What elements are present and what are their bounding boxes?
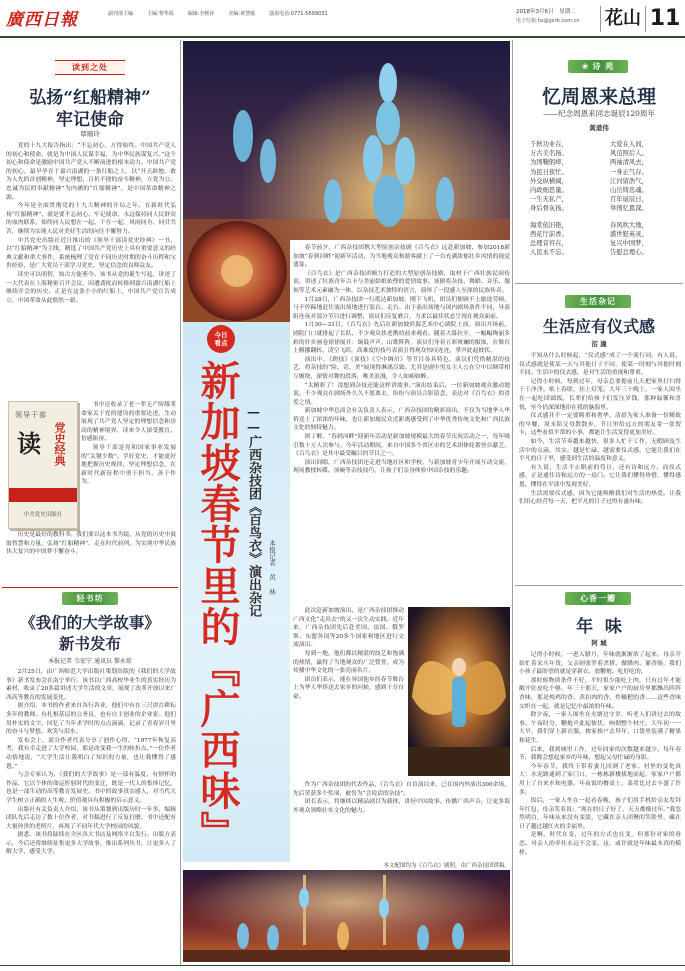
performer-figure [436,177,454,221]
paragraph: 团员们表示，能在异国他乡的春节舞台上为华人华侨送去家乡的问候，感到十分自豪。 [293,676,404,700]
paragraph: 2月25日，由广西师范大学出版社策划出版的《我们的大学故事》新书发布会在南宁举行。该书以广西高校毕业生的真实经历为素材，收录了20多篇讲述大学生活的文章，展现了改革开放以来广西高等教育的发展变化。 [6,669,176,701]
paragraph: 与会专家认为，《我们的大学故事》是一部有温度、有情怀的作品，它以个体的命运折射时代的变迁，既是一代人的集体记忆，也是一部生动的高等教育发展史。书中的故事真实感人，对当代大学生树立正确的人生观、价值观具有积极的启示意义。 [6,772,176,804]
masthead [0,0,685,38]
paragraph: 是啊，时代在变，过年的方式也在变，但那份对家的眷恋、对亲人的牵挂永远不会变。这，或许就是年味最本真的模样。 [519,832,681,856]
paragraph: 新加坡中华总商会有关负责人表示，广西杂技团的精彩演出，不仅为当地华人华侨送上了浓浓的年味，也让新加坡民众近距离感受到了中华优秀传统文化和广西民族文化的独特魅力。 [293,408,510,432]
paragraph: 演出中，《蹬技》《顶技》《空中绸吊》等节目各具特色，演员们凭借精湛的技艺，将杂技的“险、奇、美”展现得淋漓尽致。尤其是剧中男女主人公在空中以绸带相互缠绕、深情对舞的段落，唯美浪漫，令人如痴如醉。 [293,356,510,380]
badge-text-line1: 今日 [214,331,228,339]
article-title-line2: 牢记使命 [56,110,124,130]
today-highlight-badge [207,325,235,353]
paragraph: 此次赴新加坡演出，是广西杂技团推动广西文化“走出去”的又一次生动实践。近年来，广西杂技团先后赴美国、法国、俄罗斯、东盟各国等20多个国家和地区进行交流演出。 [293,608,404,649]
paragraph: 饭后，一家人坐在一起看春晚，孩子们用手机给亲友发拜年红包。母亲笑着说：“现在的日子好了，天天都像过年。”我忽然明白，年味从来没有变淡，它藏在亲人团聚的笑脸里，藏在日子越过越红火的幸福里。 [519,798,681,830]
paragraph: 1月28日，广西杂技团一行抵达新加坡。刚下飞机，团员们便顾不上旅途劳顿，马不停蹄地赶往演出场地进行装台、走台。由于演出场地与国内剧场条件不同，导演组连夜对部分节目进行调整，演员们反复磨合，力求以最佳状态呈现在观众面前。 [293,296,510,320]
paragraph: 中共党史出版社近日推出的《领导干部读党史经典》一书，以“红船精神”为主线，精选了中国共产党历史上具有重要意义的经典文献和重大事件，系统梳理了党在不同历史时期的奋斗历程和宝贵经验，是广大党员干部学习党史、坚定信念的良师益友。 [6,237,176,270]
paragraph: 出版社有关负责人介绍，该书从策划到出版历时一年多，编辑团队先后走访了数十位作者，对书稿进行了反复打磨。书中还配有大量珍贵的老照片，再现了不同年代大学校园的风貌。 [6,806,176,830]
section-name: 花山 [600,6,646,32]
article-divider [515,283,683,284]
paragraph: 仪式感并不一定要隆重和奢华。清晨为家人准备一份精致的早餐，周末陪父母散散步，节日里给远方的朋友寄一张贺卡，这些看似平常的小事，都能让生活变得更加美好。 [519,413,681,437]
article-body-part3 [6,531,176,584]
poem-line: 山岳铸忠魂。 [610,187,648,195]
paragraph: 不知从什么时候起，“仪式感”成了一个流行词。有人说，仪式感就是使某一天与其他日子不同，使某一时刻与其他时刻不同。生活中的仪式感，是对生活的重视和尊重。 [519,353,681,377]
book-cover-big-character: 读 [17,429,41,458]
poem-line: 总理音容在， [530,240,568,248]
paragraph: 发布会上，部分作者代表分享了创作心得。“1977年恢复高考，我有幸走进了大学校园，那是改变我一生的转折点。”一位作者动情地说，“大学生活让我明白了知识的力量，也让我懂得了感恩。” [6,737,176,770]
poem-title: 忆周恩来总理 [541,86,656,108]
article-body-part1 [6,142,176,397]
feature-byline: 本报记者 黄 林 [268,540,276,595]
performer-figure [299,888,309,908]
performer-figure [260,139,276,183]
header-meta-item: 编辑:李熙萍 [187,11,215,17]
paragraph: 有人说，生活不止眼前的苟且，还有诗和远方。而仪式感，正是通往诗和远方的一扇门。它让我们懂得珍惜，懂得感恩，懂得在平淡中发现美好。 [519,464,681,488]
stage-floor [183,950,510,962]
book-cover-subtitle: 领导干部 [15,411,47,419]
poem-line: 风范照后人。 [610,150,648,158]
header-meta-item: 主编:黎华霞 [147,11,174,17]
poem-line: 复兴中国梦， [610,240,648,248]
performer-figure [373,175,405,227]
article-divider [2,587,178,588]
poem-line: 为国鞠躬瘁， [530,159,568,167]
poem-line: 万古美名扬。 [530,150,568,158]
paragraph: 历史是最好的教科书。我们要以这本书为镜，从党的历史中汲取智慧和力量，弘扬“红船精神”，走在时代前列，为实现中华民族伟大复兴的中国梦不懈奋斗。 [6,532,176,556]
poem-line: 百年诞辰日， [610,196,648,204]
flower-icon: ❀ [581,62,590,71]
stage-spotlight [183,870,510,962]
poem-line: 江河留浩气， [610,177,648,185]
poem-line: 西花厅前香。 [530,230,568,238]
winged-performer-graphic [408,607,510,776]
poem-line: 一生无私产， [530,196,568,204]
performer-figure [376,101,400,145]
article-body-part2 [81,401,176,529]
date-text: 2018年3月6日 [516,9,554,15]
performer-figure [267,925,279,951]
section-tag-reading: 读到之处 [55,60,125,75]
ensemble-photo-graphic [183,870,510,962]
poem-column-right [610,140,680,275]
poem-line: 千秋功业在， [530,141,568,148]
acrobat-pole [303,875,306,945]
page-number: 11 [649,6,681,31]
paragraph: 那时候物质条件不好，平时很少能吃上肉，只有过年才能敞开肚皮吃个够。年三十那天，家家户户的厨房里都飘出阵阵香味，那是炖鸡的香、蒸扣肉的香、炸糍粑的香……这些香味交织在一起，就是记忆中最浓的年味。 [519,677,681,710]
poem-line: 大爱在人间， [610,141,648,148]
poem-author: 黄道伟 [589,124,609,132]
poem-line: 告慰总理心。 [610,249,648,257]
paragraph: 今年是全面贯彻党的十九大精神的开局之年。在新时代弘扬“红船精神”，就是要不忘初心、牢记使命，永远保持同人民群众的血肉联系，始终同人民想在一起、干在一起，风雨同舟、同甘共苦，继续为实现人民对美好生活的向往不懈努力。 [6,203,176,235]
photo-caption: 本文配图均为《百鸟衣》剧照，由广西杂技团供稿。 [383,863,510,869]
essay1-title: 生活应有仪式感 [542,317,655,336]
performer-figure [379,898,389,918]
book-cover-title: 党史经典 [53,422,66,466]
stage-floor [408,747,510,776]
performer-figure [337,922,349,950]
paragraph: 演出间隙，广西杂技团还走进当地社区和学校，与新加坡青少年开展互动交流，现场教授转碟、顶碗等杂技技巧，让孩子们亲身体验中国杂技的乐趣。 [293,459,510,475]
paragraph: 据介绍，本书的作者来自各行各业，他们中有在三尺讲台耕耘多年的教师，有扎根基层的公务员，也有自主创业的企业家。他们用朴实的文字，回忆了当年求学时的点点滴滴，记录了青春岁月里的奋斗与梦想、欢笑与泪水。 [6,703,176,736]
performer-figure [452,923,464,949]
paragraph: 除夕夜，一家人围坐在火塘边守岁，听老人们讲过去的故事。午夜时分，鞭炮声此起彼伏，响彻整个村庄。大年初一一大早，我们穿上新衣服，挨家挨户去拜年，口袋里装满了糖果和花生。 [519,712,681,744]
paragraph: 每到一地，他们都以精湛的技艺和饱满的热情，赢得了当地观众的广泛赞誉，成为传播中华文化的一张亮丽名片。 [293,650,404,675]
email-text: 电子信箱:hs@gxrb.com.cn [516,18,580,24]
paragraph: 如今，生活节奏越来越快，很多人忙于工作，无暇顾及生活中的点滴。其实，越是忙碌，越需要仪式感。它能让我们在平凡的日子里，感受到生活的温度和意义。 [519,438,681,463]
performer-figure [452,658,466,676]
weekday-text: 星期二 [559,9,576,15]
poem-subtitle: ——纪念周恩来同志诞辰120周年 [543,109,655,118]
performer-figure [237,923,249,949]
newspaper-logo: 廣西日報 [6,10,78,30]
poem-line: 人民永不忘。 [530,249,568,257]
feature-body-part-c [293,781,510,859]
book-cover-image [8,401,78,529]
bronze-drum-center [221,255,253,287]
paragraph: 书中还收录了老一辈无产阶级革命家关于党的建设的重要论述，生动展现了共产党人坚定的理想信念和崇高的精神境界，读来令人深受教育、倍感振奋。 [81,402,176,443]
issue-date [516,7,576,15]
winged-performer-photo [408,607,510,776]
book-news-byline: 本报记者 韦宏宁 通讯员 黎永琼 [48,658,132,665]
paragraph: 读史可以明智，知古方能鉴今。该书从党的诞生写起，讲述了一大代表在上海秘密召开会议，因遭袭扰而转移到嘉兴南湖红船上继续开会的历史。正是在这条小小的红船上，中国共产党宣告成立，中国革命从此焕然一新。 [6,271,176,304]
paragraph: 团长表示，将继续以精品剧目为载体，讲好中国故事、传播广西声音，让更多海外观众领略壮乡文化的魅力。 [293,799,510,814]
paragraph: 据悉，该书将陆续在全区各大书店及网络平台发行。出版方表示，今后还将继续征集更多大学故事，推出系列丛书，让更多人了解大学、感受大学。 [6,832,176,856]
essay2-body [519,651,681,962]
paragraph: 据了解，“春到河畔”迎新年活动是新加坡规模最大的春节庆祝活动之一，每年吸引数十万人次参与。今年活动期间，来自中国多个省区市的艺术团体轮番登台献艺，《百鸟衣》是其中最受瞩目的节目之一。 [293,434,510,458]
column-divider [512,40,513,965]
paragraph: 《百鸟衣》是广西杂技团倾力打造的大型原创杂技剧，取材于广西壮族民间传说，讲述了壮族青年古卡与美丽姑娘依俚的爱情故事。该剧将杂技、舞蹈、音乐、服饰等艺术元素融为一体，以杂技艺术独特的语言，演绎了一段感人至深的民族传奇。 [293,270,510,294]
book-cover-publisher: 中共党史出版社 [23,512,63,518]
essay1-author: 沼 潼 [591,340,607,348]
paragraph: 党的十九大报告指出：“不忘初心，方得始终。中国共产党人的初心和使命，就是为中国人民谋幸福，为中华民族谋复兴。”这个初心和使命是激励中国共产党人不断前进的根本动力。中国共产党的初心，最早孕育于嘉兴南湖的一条红船之上。以“开天辟地、敢为人先的首创精神，坚定理想、百折不挠的奋斗精神，立党为公、忠诚为民的奉献精神”为内涵的“红船精神”，是中国革命精神之源。 [6,143,176,201]
poem-line: 盛世慰英灵。 [610,230,648,238]
book-cover-band [9,488,77,502]
paragraph: “太精彩了！没想到杂技还能这样讲故事。”演出结束后，一位新加坡观众激动地说。不少观众在剧场外久久不愿离去，纷纷与演员合影留念，表达对《百鸟衣》的喜爱之情。 [293,382,510,406]
paragraph: 记得小时候，一进入腊月，年味就渐渐浓了起来。母亲开始忙着采买年货，父亲则张罗着杀猪、做腊肉、灌香肠，我们小孩子最盼望的就是穿新衣、放鞭炮、吃好吃的。 [519,652,681,676]
performer-figure [233,110,253,162]
feature-body-part-b [293,607,404,778]
section-tag-book: 轻书坊 [62,592,118,605]
poem-line: 海棠依旧艳， [530,221,568,229]
stanza-gap [610,214,680,221]
poem-line: 身后骨灰扬。 [530,205,568,213]
essay2-author: 阿 城 [591,639,607,647]
performer-figure [452,677,466,727]
stanza-gap [530,214,600,221]
essay2-title: 年 味 [576,617,622,637]
paragraph: 领导干部是党和国家事业发展的“关键少数”。学好党史，才能更好地把握历史规律，坚定理想信念，在新时代新征程中勇于担当、善于作为。 [81,444,176,486]
performer-figure [395,137,415,185]
paragraph: 春节前夕，广西杂技团携大型原创杂技剧《百鸟衣》远赴新加坡，参加2018新加坡“春到河畔”迎新年活动，为当地观众和游客献上了一台充满浓郁壮乡风情的视觉盛宴。 [293,245,510,269]
article-title-line1: 弘扬“红船精神” [29,88,151,108]
poem-line: 外交纵横阔， [530,177,568,185]
poem-column-left [530,140,600,275]
poem-line: 举国忆恩深。 [610,205,648,213]
book-news-title-line2: 新书发布 [58,634,121,653]
article-divider [515,585,683,586]
badge-text-line2: 看点 [214,339,228,347]
paragraph: 后来，我到城里工作，过年回家的次数越来越少。每年春节，我都会想起家乡的年味，想起父母忙碌的身影。 [519,746,681,762]
poem-line: 内政细思量。 [530,187,568,195]
article-author: 覃顺玲 [80,130,100,138]
poem-line: 为民日夜忙。 [530,168,568,176]
performer-figure [417,925,429,951]
page-bottom-rule [0,965,685,966]
header-meta-item: 美编:黄慧敏 [228,11,256,17]
essay1-body [519,352,681,579]
section-tag-life-notes: 生活杂记 [565,295,631,308]
book-news-body [6,668,176,963]
feature-headline: 新加坡春节里的『广西味』 [194,360,241,852]
stage-ensemble-photo [183,870,510,962]
book-news-title-line1: 《我们的大学故事》 [20,613,160,632]
poem-line: 一身正气存。 [610,168,648,176]
column-divider [180,40,181,965]
poem-line: 两袖清风去， [610,159,648,167]
header-meta-item: 演说电话:0771-5699031 [269,11,328,17]
paragraph: 作为广西杂技团的代表作品，《百鸟衣》自首演以来，已在国内外演出300余场，先后荣获多个奖项，被誉为“会说话的杂技”。 [293,782,510,797]
paragraph: 1月30—31日，《百鸟衣》先后在新加坡滨海艺术中心剧院上演。演出开场前，剧院门口就排起了长队，不少观众扶老携幼前来观看。随着大幕拉开，一幅幅绚丽多彩的壮乡画卷徐徐展开：铜鼓声声，山歌阵阵，演员们身着五彩斑斓的服饰，在舞台上腾挪翻转、凌空飞跃，高难度的技巧表演引得观众惊叹连连，掌声此起彼伏。 [293,322,510,355]
paragraph: 生活需要仪式感，因为它能唤醒我们对生活的热爱。让我们用心经营每一天，把平凡的日子过得有滋有味。 [519,490,681,506]
performer-figure [324,179,342,223]
paragraph: 记得小时候，每到过年，母亲总要提前几天把家里打扫得干干净净，贴上春联，挂上灯笼。大年三十晚上，一家人围坐在一起吃团圆饭，长辈们给孩子们发压岁钱，那种温馨和喜悦，至今仍深深地印在我的脑海里。 [519,378,681,411]
feature-body-part-a [293,244,510,605]
masthead-rule [0,36,685,38]
performer-figure [363,135,383,183]
feature-subtitle: ——广西杂技团《百鸟衣》演出杂记 [246,405,261,617]
header-meta-item: 副刊部主编 [108,11,134,17]
header-meta [108,10,328,17]
section-tag-poetry [568,60,628,73]
paragraph: 今年春节，我终于带着妻儿回到了老家。村里的变化真大：水泥路通到了家门口，一栋栋新楼拔地而起，家家户户都用上了自来水和电器。年夜饭的餐桌上，菜肴比过去丰盛了许多。 [519,763,681,796]
performer-figure [379,63,397,103]
section-tag-heartfelt: 心香一瓣 [565,592,631,605]
poem-line: 春风吹大地， [610,221,648,229]
section-tag-label: 诗 苑 [592,62,615,71]
